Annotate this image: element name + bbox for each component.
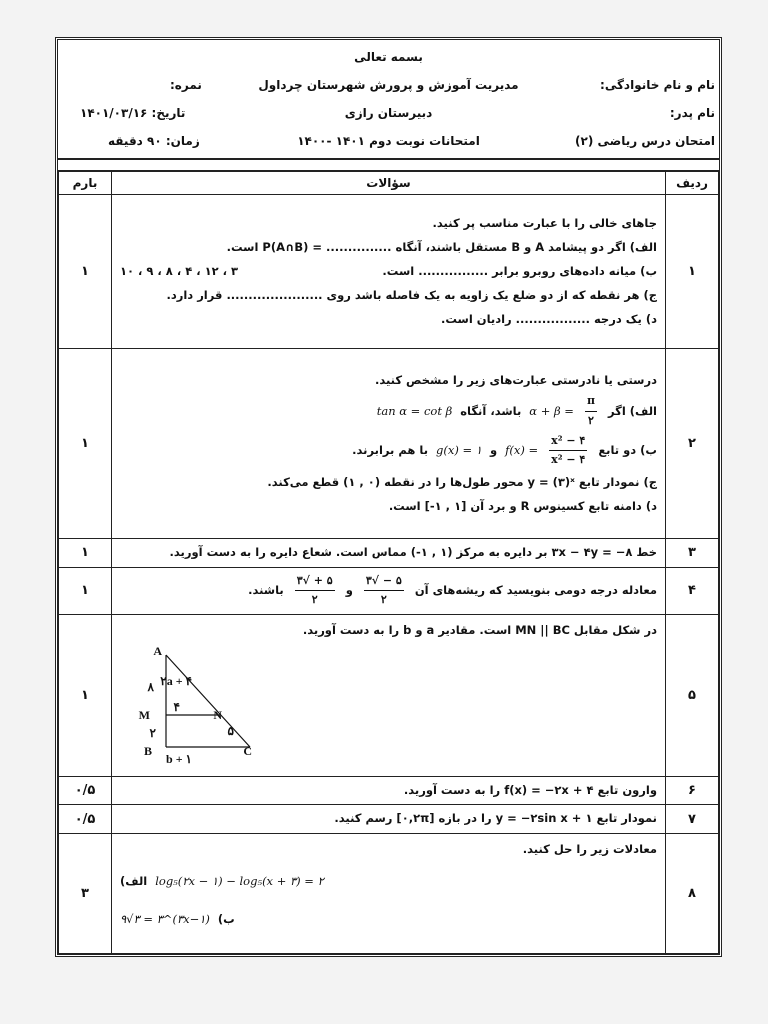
question-number-2: ۲ [666,349,719,539]
q2-b [120,431,657,471]
question-4-body [112,567,666,614]
father-label: نام پدر: [669,106,715,120]
point-n: N [213,707,222,722]
q2-b-frac-num: x² − ۴ [549,432,587,452]
q2-b-f: f(x) = [505,442,539,457]
q2-b-and: و [489,442,498,457]
q2-a-mid: باشد، آنگاه [460,403,522,418]
question-number-7: ۷ [666,805,719,834]
question-5-body [112,614,666,776]
exam-time: زمان: ۹۰ دقیقه [108,134,200,148]
question-number-1: ۱ [666,195,719,349]
q4-line [120,572,657,610]
col-score-header: بارم [59,171,112,195]
question-6-body: وارون تابع f(x) = −۲x + ۴ را به دست آورید. [112,776,666,805]
q2-c: ج) نمودار تابع y = (۳)ˣ محور طول‌ها را در نقطه (۰ , ۱) قطع می‌کند. [267,474,657,489]
score-3: ۱ [59,539,112,568]
score-4: ۱ [59,567,112,614]
q8-a-label: الف) [120,874,148,889]
q8-a [120,862,657,902]
exam-date: تاریخ: ۱۴۰۱/۰۳/۱۶ [80,106,186,120]
question-8-body [112,834,666,954]
vertex-b: B [143,743,152,758]
vertex-a: A [153,646,162,658]
exam-header [58,40,719,160]
question-row-5 [59,614,719,776]
q1-b-data: ۱۰ ، ۹ ، ۸ ، ۴ ، ۱۲ ، ۳ [120,263,239,278]
q8-intro: معادلات زیر را حل کنید. [522,842,657,857]
q8-a-eq: log₅(۲x − ۱) − log₅(x + ۳) = ۲ [155,874,324,889]
q2-d: د) دامنه تابع کسینوس R و برد آن [۱ , ۱-] است. [388,498,657,513]
question-row-7 [59,805,719,834]
q4-fraction-1 [364,572,404,610]
score-8: ۳ [59,834,112,954]
q1-b-line [120,260,657,284]
q4-f1-den: ۲ [380,593,387,607]
q5-text: در شکل مقابل MN || BC است. مقادیر a و b را به دست آورید. [302,623,657,638]
q4-pre: معادله درجه دومی بنویسید که ریشه‌های آن [414,582,657,597]
q2-a-fraction [585,392,597,430]
question-row-6 [59,776,719,805]
question-number-4: ۴ [666,567,719,614]
question-row-2 [59,349,719,539]
q4-post: باشند. [248,582,284,597]
q1-b: ب) میانه داده‌های روبرو برابر ................ است. [382,263,657,278]
q2-intro: درستی یا نادرستی عبارت‌های زیر را مشخص کنید. [374,372,657,387]
score-6: ۰/۵ [59,776,112,805]
question-number-8: ۸ [666,834,719,954]
exam-sheet [55,37,722,957]
q4-fraction-2 [295,572,335,610]
vertex-c: C [243,743,252,758]
q2-a-eq: α + β = [529,403,574,418]
table-header-row [59,171,719,195]
grade-label: نمره: [170,78,202,92]
question-number-5: ۵ [666,614,719,776]
org-name: مدیریت آموزش و پرورش شهرستان چرداول [258,78,519,92]
question-3-body: خط ۳x − ۴y = −۸ بر دایره به مرکز (۱ , ۱-) مماس است. شعاع دایره را به دست آورید. [112,539,666,568]
q1-c: ج) هر نقطه که از دو ضلع یک زاویه به یک فاصله باشد روی ...................... قرار دارد. [166,287,657,302]
q2-a-frac-den: ۲ [588,414,594,427]
q2-b-post: با هم برابرند. [352,442,429,457]
q1-intro: جاهای خالی را با عبارت مناسب پر کنید. [432,215,657,230]
score-1: ۱ [59,195,112,349]
question-2-body [112,349,666,539]
question-row-8 [59,834,719,954]
q1-a: الف) اگر دو پیشامد A و B مستقل باشند، آنگاه ............... = P(A∩B) است. [226,239,657,254]
school-name: دبیرستان رازی [344,106,433,120]
course-label: امتحان درس ریاضی (۲) [575,134,715,148]
question-row-1 [59,195,719,349]
basmala: بسمه تعالی [354,50,423,64]
q2-b-fraction [549,432,587,470]
q2-a [120,392,657,430]
question-number-3: ۳ [666,539,719,568]
q2-a-frac-num: π [585,392,597,412]
label-an: ۲a + ۴ [160,673,192,688]
question-number-6: ۶ [666,776,719,805]
score-5: ۱ [59,614,112,776]
exam-title: امتحانات نوبت دوم ۱۴۰۱ -۱۴۰۰ [297,134,480,148]
q8-b-eq: ۹√۳ = ۳^(۳x−۱) [120,912,210,927]
q8-b [120,902,657,938]
q4-f2-num: ۵ + √۳ [295,572,335,592]
col-number-header: ردیف [666,171,719,195]
q4-and: و [345,582,353,597]
q1-d: د) یک درجه ................. رادیان است. [440,311,657,326]
triangle-figure [134,647,274,772]
q4-f1-num: ۵ − √۳ [364,572,404,592]
col-question-header: سؤالات [112,171,666,195]
q2-b-g: g(x) = ۱ [436,442,482,457]
question-row-3 [59,539,719,568]
point-m: M [138,707,150,722]
label-mb: ۲ [149,725,156,740]
q4-f2-den: ۲ [311,593,318,607]
question-1-body [112,195,666,349]
label-am: ۸ [147,679,154,694]
q8-b-label: ب) [217,912,235,927]
question-row-4 [59,567,719,614]
label-nc: ۵ [227,723,234,738]
score-7: ۰/۵ [59,805,112,834]
q2-a-pre: الف) اگر [608,403,657,418]
question-7-body: نمودار تابع y = −۲sin x + ۱ را در بازه [۰,۲π] رسم کنید. [112,805,666,834]
questions-table [58,170,719,954]
name-label: نام و نام خانوادگی: [600,78,715,92]
score-2: ۱ [59,349,112,539]
label-mn: ۴ [173,699,180,714]
q2-b-frac-den: x² − ۴ [551,453,586,467]
label-bc: b + ۱ [166,751,192,766]
q2-b-pre: ب) دو تابع [598,442,657,457]
q2-a-eq2: tan α = cot β [376,403,453,418]
